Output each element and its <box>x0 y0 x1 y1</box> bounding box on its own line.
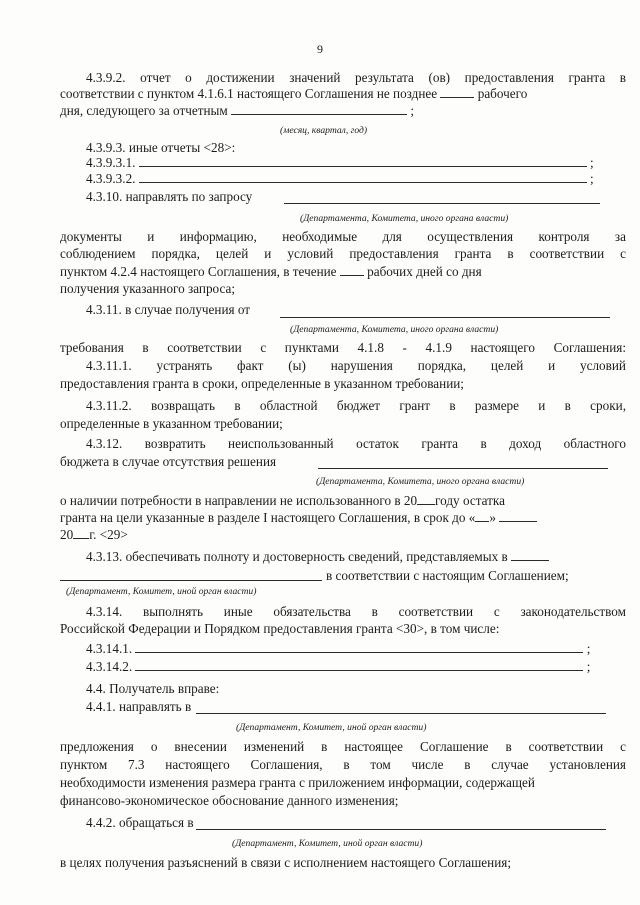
text-segment: пунктом 4.2.4 настоящего Соглашения, в течение <box>60 264 337 279</box>
field-caption: (Департамента, Комитета, иного органа власти) <box>300 213 509 224</box>
blank-field <box>440 87 474 98</box>
clause-4-3-11: 4.3.11. в случае получения от <box>86 302 251 317</box>
text-line: пунктом 7.3 настоящего Соглашения, в том числе в случае установления <box>60 757 626 772</box>
text-segment: 4.3.9.3.1. <box>86 155 136 170</box>
blank-field <box>284 203 600 204</box>
text-segment: 4.3.14.1. <box>86 641 133 656</box>
clause-4-3-11-2: 4.3.11.2. возвращать в областной бюджет грант в размере и в сроки, <box>86 398 626 413</box>
blank-field <box>340 265 364 276</box>
clause-4-3-9-2: 4.3.9.2. отчет о достижении значений результата (ов) предоставления гранта в <box>86 70 626 85</box>
blank-field <box>318 468 608 469</box>
field-caption: (Департамент, Комитет, иной орган власти) <box>66 586 257 597</box>
text-segment: соответствии с пунктом 4.1.6.1 настоящего Соглашения не позднее <box>60 86 438 101</box>
text-segment: рабочих дней со дня <box>367 264 482 279</box>
text-line: определенные в указанном требовании; <box>60 416 283 431</box>
field-caption: (Департамент, Комитет, иной орган власти) <box>236 722 427 733</box>
text-segment: 4.3.14.2. <box>86 659 133 674</box>
text-line: предоставления гранта в сроки, определенные в указанном требовании; <box>60 376 464 391</box>
text-line <box>86 641 590 657</box>
text-segment: ; <box>586 659 591 674</box>
text-segment: гранта на цели указанные в разделе I настоящего Соглашения, в срок до « <box>60 510 476 525</box>
clause-4-3-13 <box>86 549 549 565</box>
field-caption: (Департамента, Комитета, иного органа власти) <box>290 324 499 335</box>
text-segment: 4.3.13. обеспечивать полноту и достоверность сведений, представляемых в <box>86 549 508 564</box>
text-segment: г. <29> <box>89 527 128 542</box>
text-segment: ; <box>590 171 594 186</box>
text-line <box>60 264 482 280</box>
text-segment: » <box>489 510 496 525</box>
text-line: предложения о внесении изменений в настоящее Соглашение в соответствии с <box>60 739 626 754</box>
text-line: получения указанного запроса; <box>60 281 236 296</box>
blank-field <box>139 172 587 183</box>
text-line <box>60 510 537 526</box>
text-line: финансово-экономическое обоснование данного изменения; <box>60 793 399 808</box>
text-segment: 4.3.9.3.2. <box>86 171 136 186</box>
text-line <box>60 86 527 102</box>
blank-field <box>280 317 610 318</box>
clause-4-3-14: 4.3.14. выполнять иные обязательства в соответствии с законодательством <box>86 604 626 619</box>
text-segment: ; <box>586 641 591 656</box>
text-segment: о наличии потребности в направлении не использованного в 20 <box>60 493 418 508</box>
blank-field <box>60 580 322 581</box>
text-segment: дня, следующего за отчетным <box>60 103 228 118</box>
text-line: бюджета в случае отсутствия решения <box>60 454 277 469</box>
clause-4-3-11-1: 4.3.11.1. устранять факт (ы) нарушения порядка, целей и условий <box>86 358 626 373</box>
text-line: Российской Федерации и Порядком предоставления гранта <30>, в том числе: <box>60 621 500 636</box>
blank-field <box>511 550 549 561</box>
text-line: необходимости изменения размера гранта с приложением информации, содержащей <box>60 775 535 790</box>
field-caption: (Департамент, Комитет, иной орган власти) <box>232 838 423 849</box>
field-caption: (месяц, квартал, год) <box>280 125 368 136</box>
blank-field <box>135 660 583 671</box>
blank-field <box>417 494 435 505</box>
text-line: документы и информацию, необходимые для осуществления контроля за <box>60 229 626 244</box>
text-line: в целях получения разъяснений в связи с исполнением настоящего Соглашения; <box>60 855 511 870</box>
text-segment: ; <box>590 155 594 170</box>
clause-4-4-1: 4.4.1. направлять в <box>86 699 192 714</box>
text-line: в соответствии с настоящим Соглашением; <box>326 568 569 583</box>
text-segment: 20 <box>60 527 74 542</box>
blank-field <box>231 104 407 115</box>
blank-field <box>135 642 583 653</box>
blank-field <box>499 511 537 522</box>
text-segment: году остатка <box>435 493 505 508</box>
text-line <box>60 103 414 119</box>
text-line <box>60 493 505 509</box>
clause-4-4-2: 4.4.2. обращаться в <box>86 815 194 830</box>
text-line <box>86 659 590 675</box>
blank-field <box>196 829 606 830</box>
blank-field <box>139 156 587 167</box>
blank-field <box>73 528 89 539</box>
text-segment: ; <box>410 103 414 118</box>
blank-field <box>196 713 606 714</box>
clause-4-3-10: 4.3.10. направлять по запросу <box>86 189 253 204</box>
text-line <box>86 171 594 187</box>
text-segment: рабочего <box>477 86 528 101</box>
blank-field <box>475 511 489 522</box>
text-line: требования в соответствии с пунктами 4.1.8 - 4.1.9 настоящего Соглашения: <box>60 340 626 355</box>
clause-4-3-12: 4.3.12. возвратить неиспользованный остаток гранта в доход областного <box>86 436 626 451</box>
text-line <box>60 527 128 543</box>
clause-4-4: 4.4. Получатель вправе: <box>86 681 220 696</box>
text-line <box>86 155 594 171</box>
text-line: соблюдением порядка, целей и условий предоставления гранта в соответствии с <box>60 246 626 261</box>
page-number: 9 <box>317 42 323 56</box>
field-caption: (Департамента, Комитета, иного органа власти) <box>316 476 525 487</box>
clause-4-3-9-3: 4.3.9.3. иные отчеты <28>: <box>86 140 236 155</box>
